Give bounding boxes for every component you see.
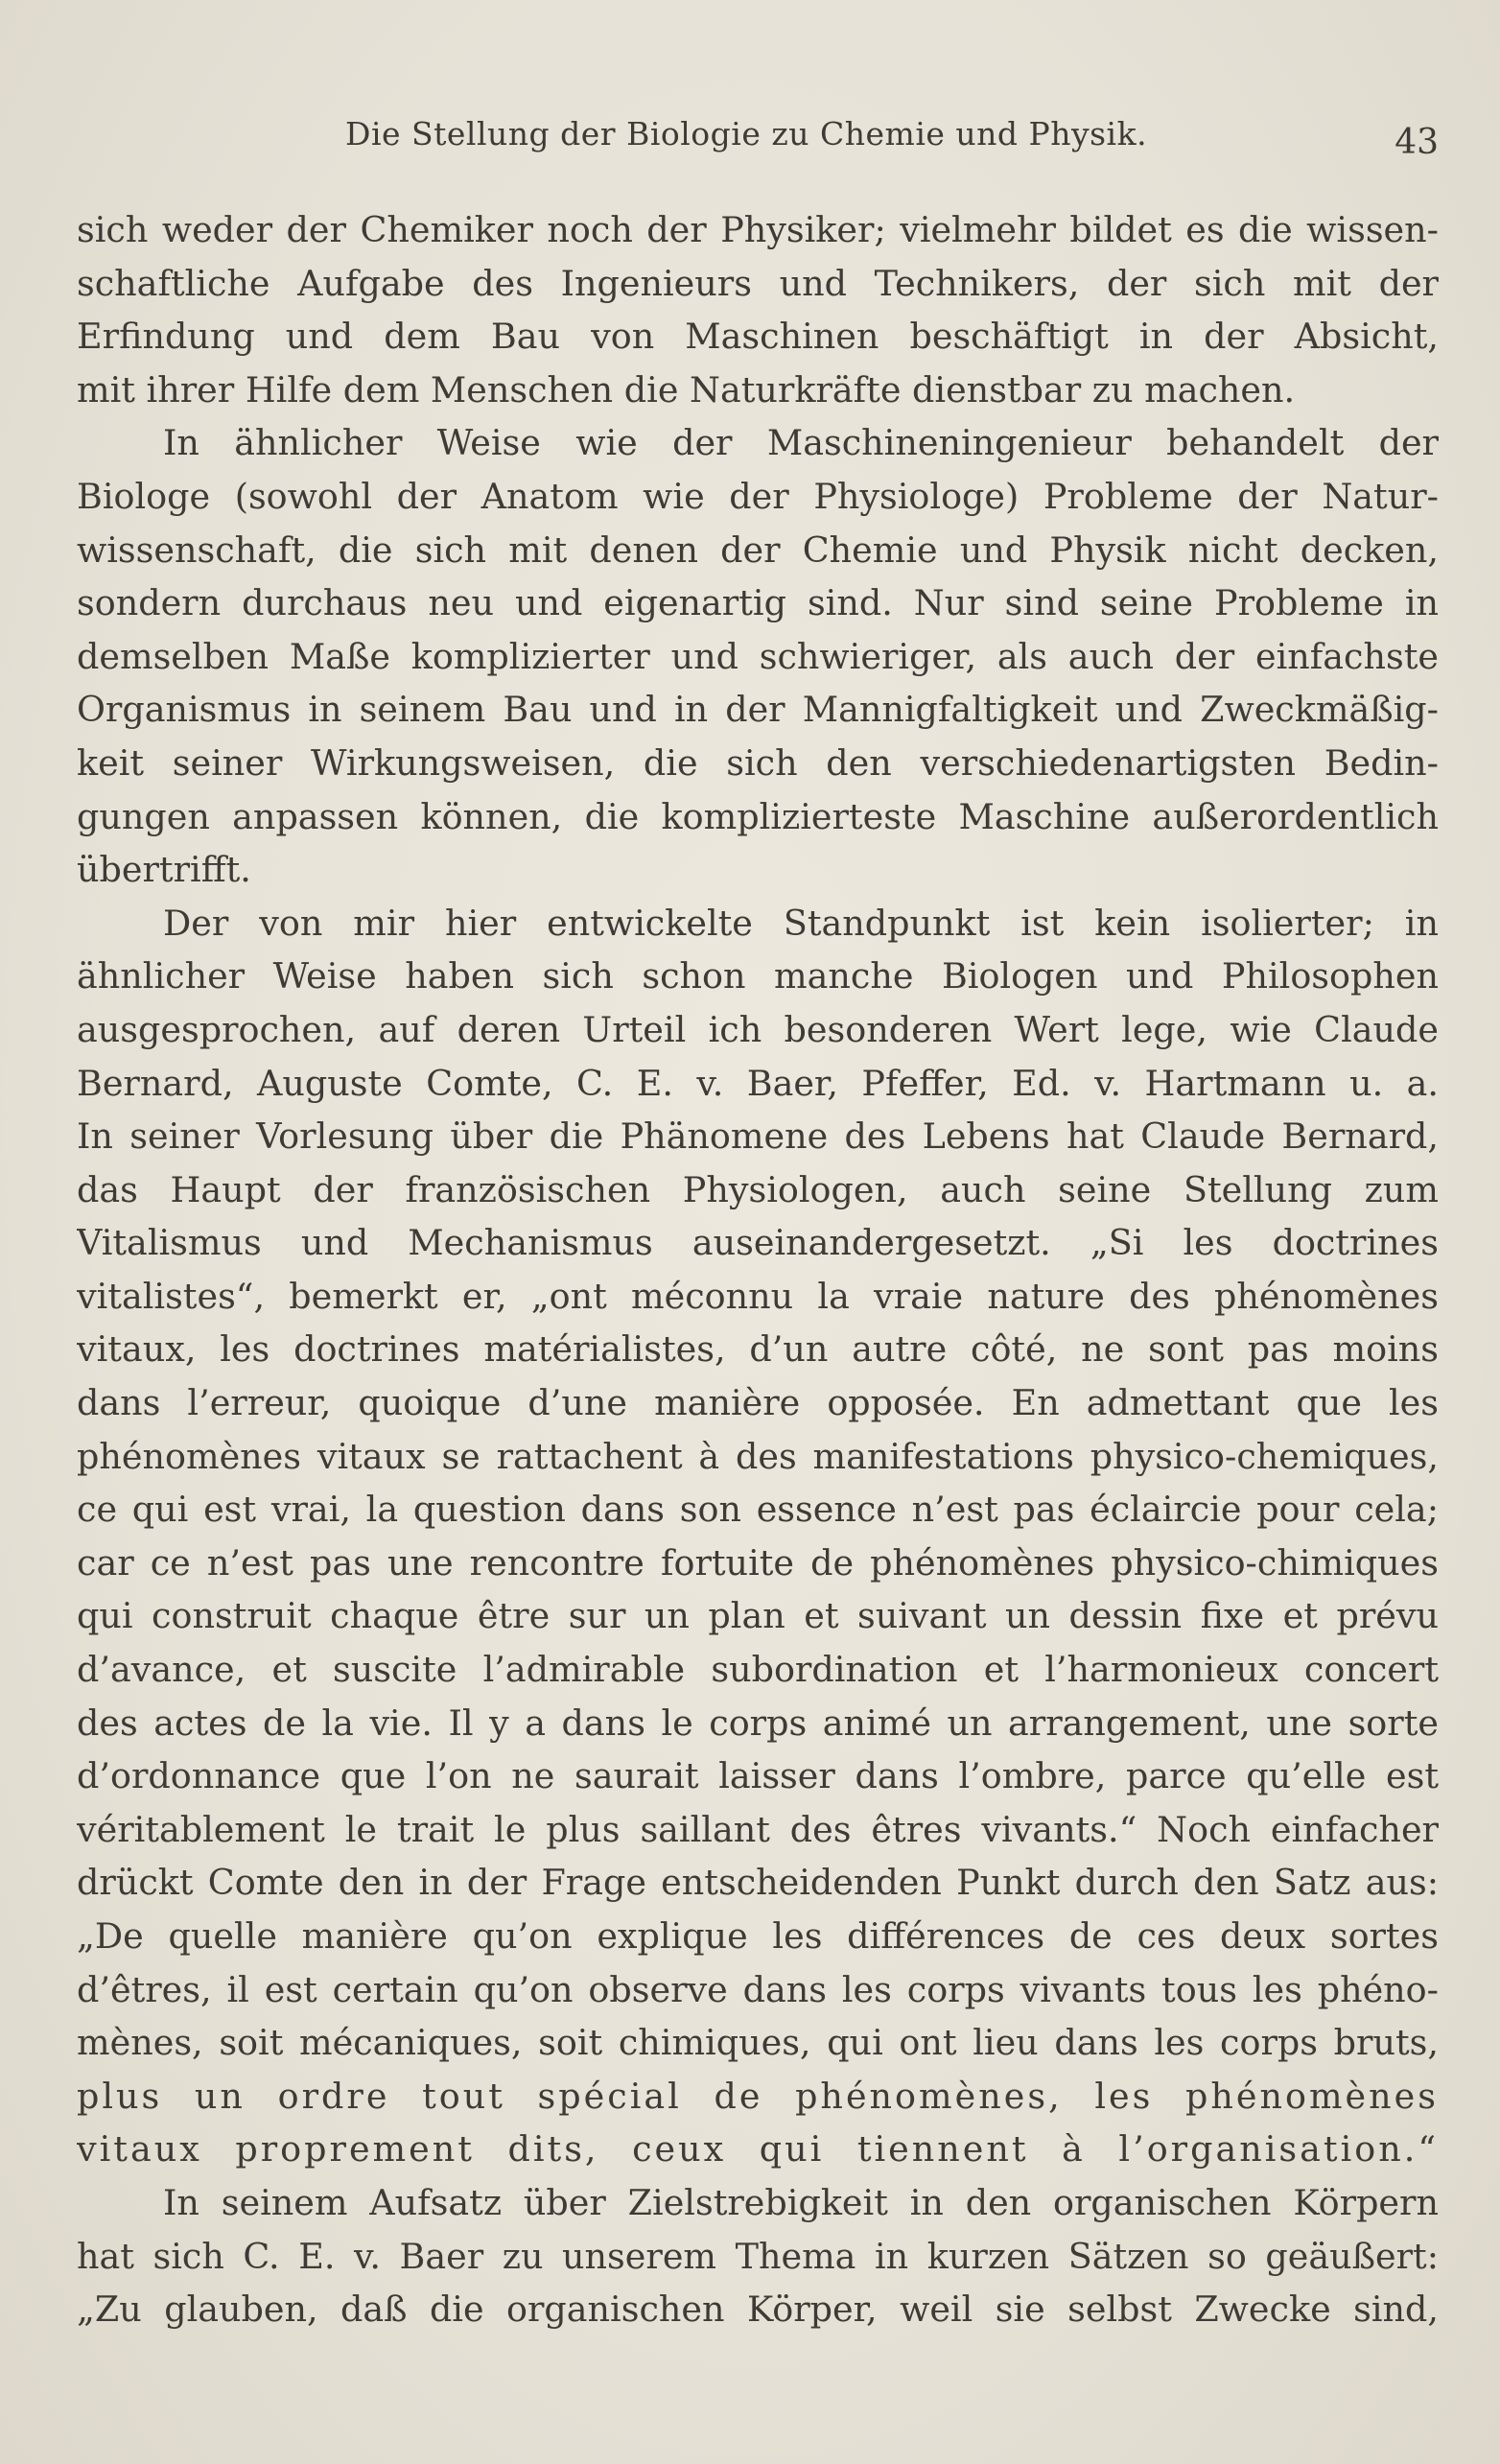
text-line: drückt Comte den in der Frage entscheidenden Punkt durch den Satz aus: [77, 1862, 1439, 1904]
text-line: des actes de la vie. Il y a dans le corps animé un arrangement, une sorte [77, 1701, 1439, 1744]
text-line: qui construit chaque être sur un plan et suivant un dessin fixe et prévu [77, 1595, 1439, 1637]
text-line: sondern durchaus neu und eigenartig sind. Nur sind seine Probleme in [77, 582, 1439, 624]
text-line: ce qui est vrai, la question dans son essence n’est pas éclaircie pour cela; [77, 1489, 1439, 1531]
text-line: sich weder der Chemiker noch der Physiker; vielmehr bildet es die wissen- [77, 209, 1439, 250]
text-line: In ähnlicher Weise wie der Maschineningenieur behandelt der [163, 422, 1439, 464]
text-line: hat sich C. E. v. Baer zu unserem Thema in kurzen Sätzen so geäußert: [77, 2235, 1439, 2277]
text-line: plus un ordre tout spécial de phénomènes, les phénomènes [77, 2075, 1439, 2117]
text-line: ähnlicher Weise haben sich schon manche Biologen und Philosophen [77, 955, 1439, 997]
text-line: schaftliche Aufgabe des Ingenieurs und Technikers, der sich mit der [77, 262, 1439, 304]
page-header [77, 115, 1439, 173]
text-line: dans l’erreur, quoique d’une manière opposée. En admettant que les [77, 1382, 1439, 1424]
text-line: vitalistes“, bemerkt er, „ont méconnu la vraie nature des phénomènes [77, 1275, 1439, 1317]
text-line: mènes, soit mécaniques, soit chimiques, qui ont lieu dans les corps bruts, [77, 2022, 1439, 2064]
text-line: Erfindung und dem Bau von Maschinen beschäftigt in der Absicht, [77, 316, 1439, 358]
text-line: „Zu glauben, daß die organischen Körper, weil sie selbst Zwecke sind, [77, 2288, 1439, 2331]
text-line: phénomènes vitaux se rattachent à des manifestations physico-chemiques, [77, 1435, 1439, 1477]
text-line: vitaux, les doctrines matérialistes, d’un autre côté, ne sont pas moins [77, 1328, 1439, 1371]
body-text [77, 203, 1439, 2336]
text-line: In seiner Vorlesung über die Phänomene des Lebens hat Claude Bernard, [77, 1115, 1439, 1158]
text-line: d’êtres, il est certain qu’on observe dans les corps vivants tous les phéno- [77, 1968, 1439, 2010]
text-line: demselben Maße komplizierter und schwieriger, als auch der einfachste [77, 635, 1439, 677]
text-line: wissenschaft, die sich mit denen der Chemie und Physik nicht decken, [77, 528, 1439, 571]
text-line: gungen anpassen können, die komplizierteste Maschine außerordentlich [77, 795, 1439, 837]
page-number: 43 [1395, 123, 1439, 162]
text-line: Vitalismus und Mechanismus auseinandergesetzt. „Si les doctrines [77, 1222, 1439, 1264]
text-line: car ce n’est pas une rencontre fortuite de phénomènes physico-chimiques [77, 1541, 1439, 1584]
text-line: vitaux proprement dits, ceux qui tiennent à l’organisation.“ [77, 2128, 1439, 2171]
running-title: Die Stellung der Biologie zu Chemie und Physik. [345, 115, 1148, 153]
text-line: Der von mir hier entwickelte Standpunkt ist kein isolierter; in [163, 902, 1439, 944]
text-line: d’avance, et suscite l’admirable subordination et l’harmonieux concert [77, 1649, 1439, 1691]
text-line: Biologe (sowohl der Anatom wie der Physiologe) Probleme der Natur- [77, 475, 1439, 517]
text-line: „De quelle manière qu’on explique les différences de ces deux sortes [77, 1915, 1439, 1957]
text-line: mit ihrer Hilfe dem Menschen die Naturkräfte dienstbar zu machen. [77, 368, 1296, 411]
text-line: Organismus in seinem Bau und in der Mannigfaltigkeit und Zweckmäßig- [77, 689, 1439, 731]
text-line: keit seiner Wirkungsweisen, die sich den verschiedenartigsten Bedin- [77, 741, 1439, 784]
text-line: ausgesprochen, auf deren Urteil ich besonderen Wert lege, wie Claude [77, 1008, 1439, 1050]
text-line: véritablement le trait le plus saillant des êtres vivants.“ Noch einfacher [77, 1808, 1439, 1850]
text-line: das Haupt der französischen Physiologen, auch seine Stellung zum [77, 1168, 1439, 1210]
text-line: In seinem Aufsatz über Zielstrebigkeit in den organischen Körpern [163, 2181, 1439, 2223]
text-line: d’ordonnance que l’on ne saurait laisser dans l’ombre, parce qu’elle est [77, 1755, 1439, 1797]
text-line: Bernard, Auguste Comte, C. E. v. Baer, Pfeffer, Ed. v. Hartmann u. a. [77, 1062, 1439, 1104]
text-line: übertrifft. [77, 849, 251, 891]
